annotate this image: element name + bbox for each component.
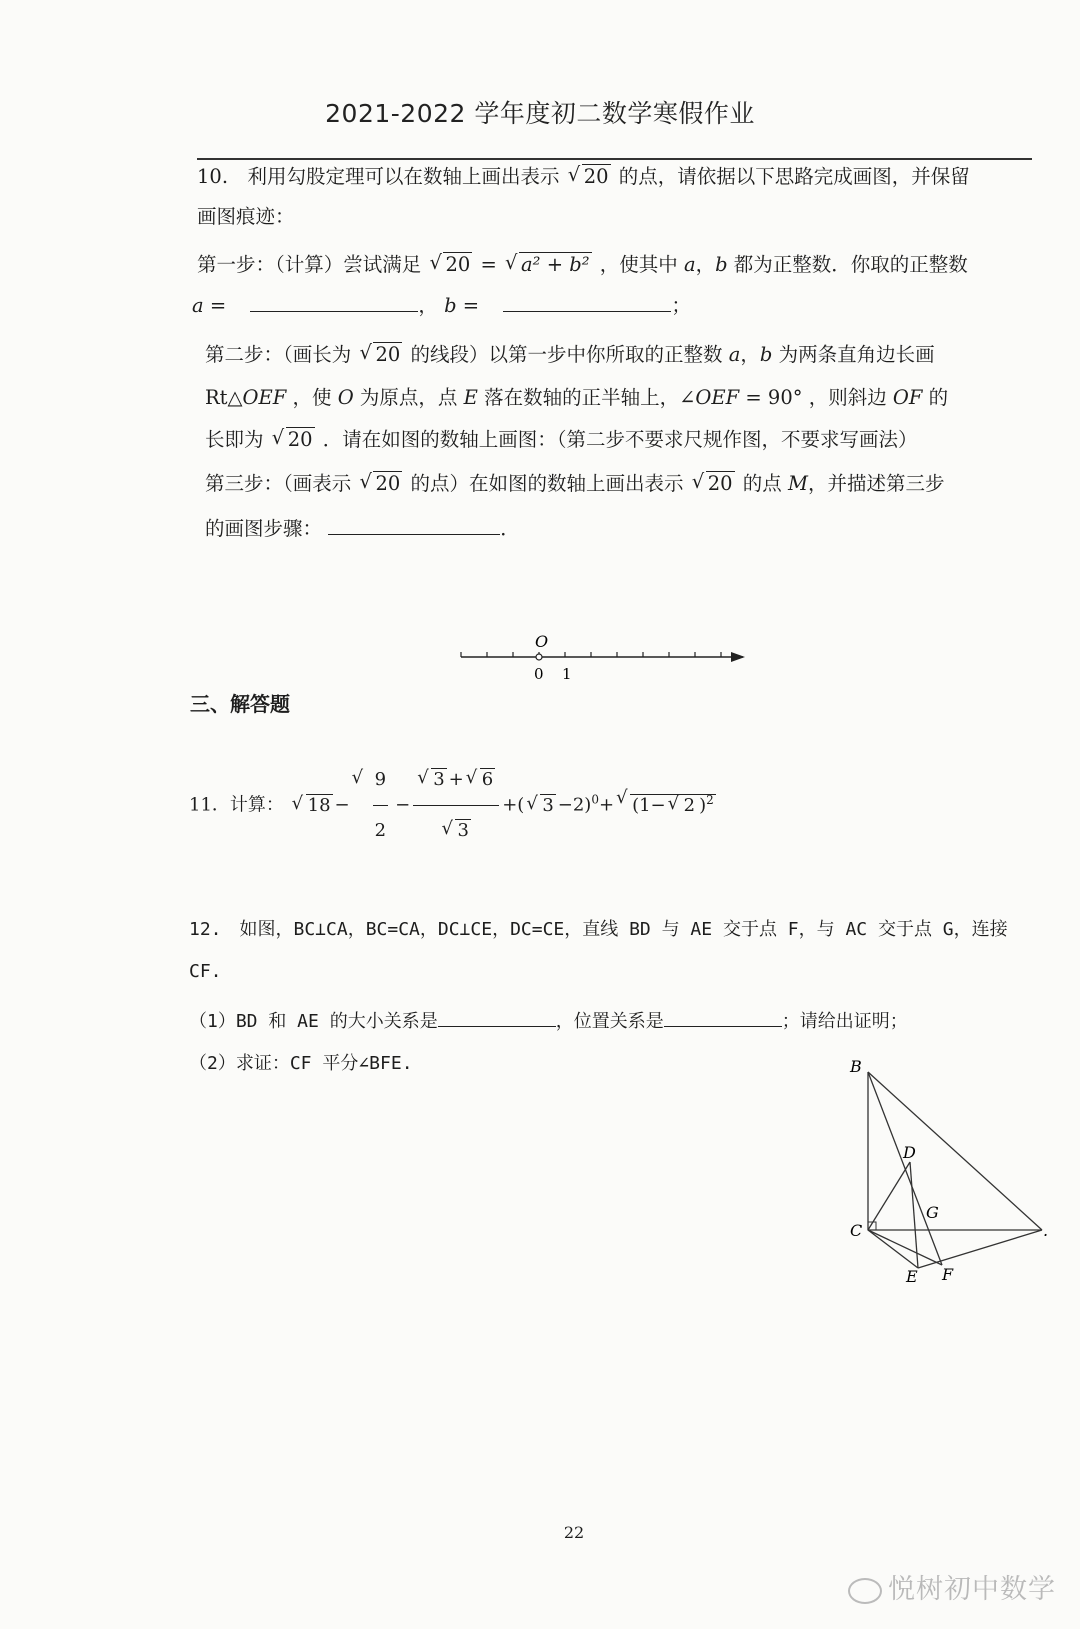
paren-open: ( [517,794,525,816]
plus-sign: + [502,794,518,816]
q12-line-2: CF. [189,961,222,982]
plus-sign: + [598,794,615,816]
sqrt-20: √ 20 [692,469,735,499]
var-a: a [683,253,696,276]
sqrt-fraction [352,755,393,856]
step1-text-2: 都为正整数．你取的正整数 [733,253,968,276]
q10-step2-line [205,340,935,370]
q10-line-2: 画图痕迹： [197,205,295,228]
label-f: F [942,1265,954,1284]
term3-rest: −2) [557,794,592,816]
section-title: 三、解答题 [190,692,290,716]
label-a: . [1043,1221,1049,1240]
sqrt-20: √ 20 [568,162,611,192]
q10-step2-line-3 [205,425,918,455]
q10-step1-line [197,250,968,280]
step2-text-6: ，则斜边 [808,386,887,409]
segment-bf [868,1072,942,1265]
answer-blank-b[interactable] [503,293,671,312]
step2-text-4: 为原点，点 [359,386,458,409]
rt-triangle: Rt△ [205,386,243,409]
number-line-arrow [731,652,745,662]
step3-text: 的点）在如图的数轴上画出表示 [410,472,684,495]
q12-part1-text-3: ；请给出证明； [781,1011,908,1032]
number-line [455,625,755,685]
equals-sign: = [480,253,497,276]
answer-blank-steps[interactable] [328,516,500,535]
header-divider [197,158,1032,160]
period: ． [500,517,520,540]
label-d: D [903,1143,916,1162]
comma: ， [740,343,760,366]
segment-cd [868,1162,910,1230]
origin-point [536,654,542,660]
exponent-0: 0 [591,792,599,807]
q10-intro-text: 10. 利用勾股定理可以在数轴上画出表示 [197,165,560,188]
q10-answer-line [192,291,691,321]
point-o: O [337,386,354,409]
q12-part1-text: （1）BD 和 AE 的大小关系是 [189,1011,438,1032]
q12-part1-text-2: ，位置关系是 [555,1011,664,1032]
step2-text-7: 的 [928,386,949,409]
step3-text-2: 的点 [742,472,782,495]
fraction-sqrt: √ 3 +√ 6 √ 3 [413,755,499,856]
watermark-text: 悦树初中数学 [888,1574,1056,1605]
segment-ba [868,1072,1042,1230]
wechat-icon [848,1578,882,1604]
origin-label: O [535,632,549,651]
step2-text-3: ，使 [292,386,332,409]
var-a: a [728,343,741,366]
minus-sign: − [395,794,411,816]
q10-step2-line-2 [205,383,948,413]
sqrt-18: √ 18 [292,781,333,831]
q10-intro-text-2: 的点，请依据以下思路完成画图，并保留 [618,165,970,188]
label-g: G [926,1203,939,1222]
answer-blank-position[interactable] [664,1008,782,1027]
sqrt-a2-b2: √ a² + b² [505,250,591,280]
step1-label: 第一步：（计算）尝试满足 [197,253,422,276]
label-c: C [850,1221,863,1240]
step3-text-3: ，并描述第三步 [807,472,945,495]
angle-oef: OEF [695,386,740,409]
semicolon: ； [671,294,691,317]
step2-label: 第二步：（画长为 [205,343,352,366]
step3-label: 第三步：（画表示 [205,472,352,495]
sqrt-term4: √ (1−√ 2 )$^2$ [616,775,716,831]
label-e: E [906,1267,918,1286]
sqrt-20: √ 20 [359,469,402,499]
segment-ce [868,1230,918,1268]
label-b: B [850,1057,862,1076]
comma: ， [695,253,716,276]
q12-line-3 [189,1007,908,1037]
geometry-figure [840,1050,1055,1290]
step2-text-8: 长即为 [205,428,264,451]
page-number: 22 [563,1523,585,1542]
watermark [848,1567,1056,1606]
q12-line-1: 12. 如图，BC⊥CA，BC=CA，DC⊥CE，DC=CE，直线 BD 与 AE 交于点 F，与 AC 交于点 G，连接 [189,919,1008,940]
minus-sign: − [334,794,350,816]
tick-label-1: 1 [562,665,572,683]
q11-line [189,755,718,856]
comma: ， [418,294,438,317]
point-m: M [787,472,808,495]
q10-step3-line [205,469,944,499]
sqrt-20: √ 20 [359,340,402,370]
var-b: b [715,253,728,276]
sqrt-20: √ 20 [272,425,315,455]
answer-blank-a[interactable] [250,293,418,312]
fraction-9-2: √ $\frac{9}{2}$ [373,755,388,856]
angle-value: = 90° [745,386,803,409]
segment-of: OF [892,386,923,409]
var-b: b [759,343,773,366]
step2-text: 的线段）以第一步中你所取的正整数 [410,343,723,366]
triangle-oef: OEF [242,386,287,409]
step2-text-9: ．请在如图的数轴上画图：（第二步不要求尺规作图，不要求写画法） [322,428,918,451]
b-equals: b = [444,294,480,317]
tick-label-0: 0 [534,665,544,683]
q11-label: 11．计算： [189,794,284,816]
step1-text: ，使其中 [599,253,678,276]
page-header-title: 2021-2022 学年度初二数学寒假作业 [325,99,755,128]
sqrt-3: √ 3 [526,781,555,831]
q12-line-4: （2）求证：CF 平分∠BFE. [189,1053,413,1074]
q10-step3-line-2 [205,514,520,544]
step2-text-2: 为两条直角边长画 [778,343,935,366]
step3-text-4: 的画图步骤： [205,517,323,540]
point-e: E [463,386,478,409]
sqrt-20: √ 20 [429,250,472,280]
q10-line-1 [197,162,970,192]
a-equals: a = [192,294,227,317]
answer-blank-size[interactable] [438,1008,556,1027]
step2-text-5: 落在数轴的正半轴上，∠ [484,386,696,409]
